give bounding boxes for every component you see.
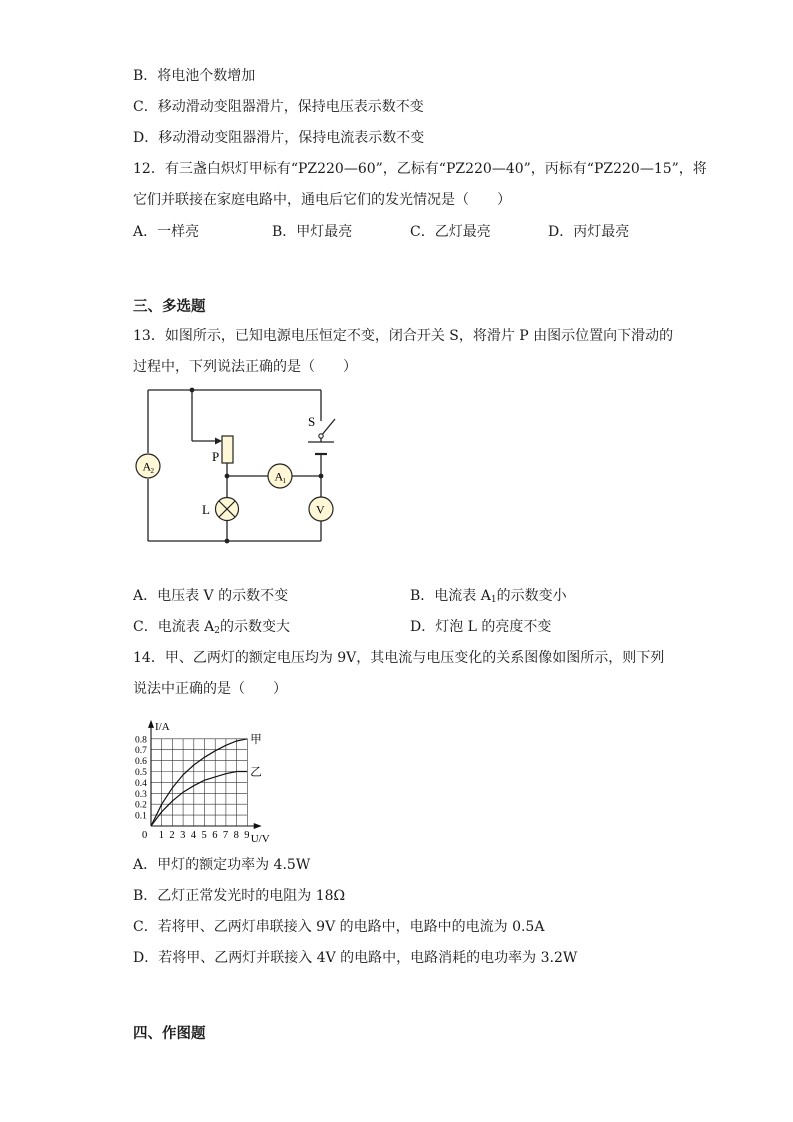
x-tick-label: 2	[169, 830, 175, 841]
junction-dot	[190, 388, 195, 393]
series-label: 乙	[250, 766, 262, 779]
rheostat	[222, 436, 233, 463]
circuit-diagram	[130, 380, 350, 550]
ammeter-a2-label: A	[142, 459, 152, 474]
y-tick-label: 0.6	[135, 757, 147, 768]
junction-dot	[225, 539, 230, 544]
y-axis-arrow-icon	[148, 720, 154, 728]
y-tick-label: 0.8	[135, 735, 147, 746]
q12-option-b: B．甲灯最亮	[272, 224, 353, 240]
x-axis-arrow-icon	[254, 823, 262, 829]
q13-option-c: C．电流表 $A_2$的示数变大	[133, 619, 291, 636]
q14-option-d: D．若将甲、乙两灯并联接入 4V 的电路中，电路消耗的电功率为 3.2W	[133, 950, 578, 966]
x-tick-label: 9	[244, 830, 250, 841]
ammeter-a2-subscript: 2	[150, 467, 154, 475]
q14-option-c: C．若将甲、乙两灯串联接入 9V 的电路中，电路中的电流为 0.5A	[133, 919, 545, 935]
q12-options	[133, 222, 653, 242]
q13-stem-line1: 13．如图所示，已知电源电压恒定不变，闭合开关 S，将滑片 P 由图示位置向下滑动的	[133, 328, 674, 344]
q12-option-d: D．丙灯最亮	[548, 224, 630, 240]
series-label: 甲	[250, 733, 262, 746]
x-tick-label: 4	[190, 830, 197, 841]
q12-option-c: C．乙灯最亮	[410, 224, 491, 240]
y-tick-label: 0.3	[135, 789, 147, 800]
q13-stem-line2: 过程中，下列说法正确的是（ ）	[133, 359, 357, 375]
slider-label: P	[212, 449, 220, 464]
q11-option-d: D．移动滑动变阻器滑片，保持电流表示数不变	[133, 130, 425, 146]
ammeter-a1-subscript: 1	[282, 477, 286, 485]
y-tick-label: 0.7	[135, 746, 147, 757]
q14-option-a: A．甲灯的额定功率为 4.5W	[133, 857, 311, 873]
y-tick-label: 0.2	[135, 800, 147, 811]
q12-option-a: A．一样亮	[133, 224, 200, 240]
q14-option-b: B．乙灯正常发光时的电阻为 18Ω	[133, 888, 346, 904]
y-axis-label: I/A	[155, 720, 170, 733]
q11-option-c: C．移动滑动变阻器滑片，保持电压表示数不变	[133, 99, 424, 115]
x-tick-label: 6	[212, 830, 218, 841]
x-tick-label: 1	[158, 830, 164, 841]
x-tick-label: 5	[201, 830, 207, 841]
x-tick-label: 8	[233, 830, 239, 841]
q13-option-b: B．电流表 $A_1$的示数变小	[410, 588, 567, 605]
voltmeter-label: V	[316, 502, 325, 517]
x-tick-label: 7	[222, 830, 229, 841]
x-tick-label: 3	[180, 830, 186, 841]
slider-arrow-icon	[215, 438, 222, 445]
q12-stem-line2: 它们并联接在家庭电路中，通电后它们的发光情况是（ ）	[133, 192, 511, 208]
y-tick-label: 0.5	[135, 768, 147, 778]
switch-label: S	[308, 414, 316, 429]
q14-stem-line1: 14．甲、乙两灯的额定电压均为 9V，其电流与电压变化的关系图像如图所示，则下列	[133, 650, 665, 666]
q12-stem-line1: 12．有三盏白炽灯甲标有“PZ220—60”，乙标有“PZ220—40”，丙标有“PZ220—15”，将	[133, 161, 707, 177]
y-tick-label: 0.1	[135, 811, 147, 822]
junction-dot	[319, 474, 324, 479]
q13-option-d: D．灯泡 L 的亮度不变	[410, 619, 552, 635]
section-title-multiple-choice: 三、多选题	[133, 298, 206, 315]
switch-contact-icon	[319, 434, 323, 438]
q11-option-b: B．将电池个数增加	[133, 68, 256, 84]
section-title-drawing: 四、作图题	[133, 1025, 206, 1042]
ammeter-a1-label: A	[274, 469, 284, 484]
lamp-label: L	[202, 502, 210, 517]
y-tick-label: 0.4	[135, 778, 147, 789]
q13-option-a: A．电压表 V 的示数不变	[133, 588, 289, 604]
junction-dot	[225, 474, 230, 479]
origin-label: 0	[142, 830, 148, 841]
x-axis-label: U/V	[250, 833, 270, 842]
iu-graph	[128, 712, 288, 842]
q14-stem-line2: 说法中正确的是（ ）	[133, 681, 287, 697]
